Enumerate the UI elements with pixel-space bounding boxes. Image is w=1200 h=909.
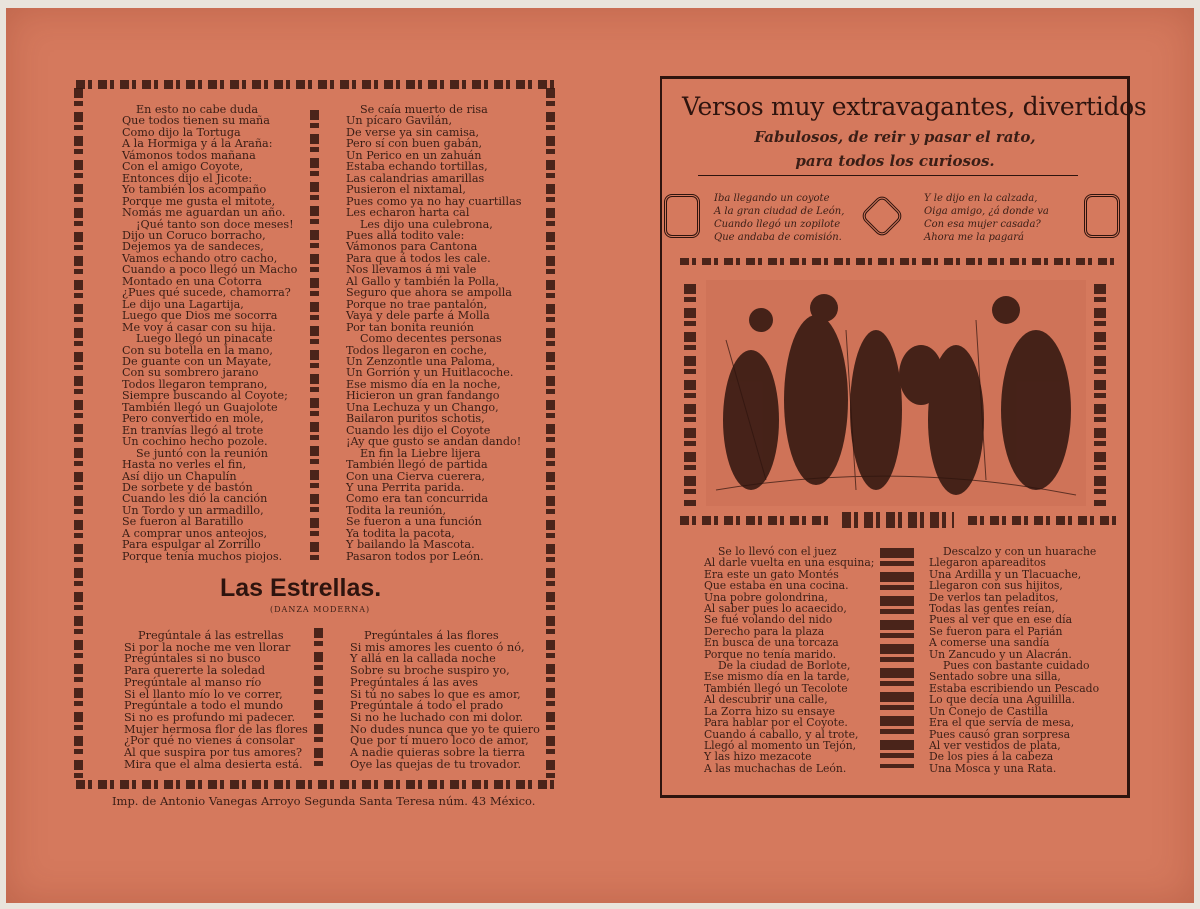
- verse-line: Ya todita la pacota,: [346, 526, 455, 540]
- verse-line: Ese mismo día en la tarde,: [704, 670, 850, 684]
- printer-imprint: Imp. de Antonio Vanegas Arroyo Segunda Santa Teresa núm. 43 México.: [112, 794, 536, 808]
- verse-line: Bailaron puritos schotis,: [346, 412, 485, 426]
- verse-line: Entonces dijo el Jicote:: [122, 171, 253, 185]
- ornamental-border-bottom: [76, 780, 560, 789]
- verse-line: Porque tenía muchos piojos.: [122, 549, 283, 563]
- verse-line: De verlos tan peladitos,: [929, 590, 1059, 604]
- verse-line: Al Gallo y también la Polla,: [346, 274, 500, 288]
- verse-line: De verse ya sin camisa,: [346, 125, 480, 139]
- stanza-first-line: Les dijo una culebrona,: [360, 217, 493, 231]
- verse-line: Un Conejo de Castilla: [929, 704, 1048, 718]
- ornament-knot-icon: [1084, 194, 1120, 238]
- verse-line: Que por tí muero loco de amor,: [350, 734, 529, 748]
- verse-line: Cuando á caballo, y al trote,: [704, 727, 859, 741]
- verse-line: Luego que Dios me socorra: [122, 309, 278, 323]
- verse-line: Un Zancudo y un Alacrán.: [929, 647, 1072, 661]
- verse-line: Como dijo la Tortuga: [122, 125, 241, 139]
- verse-line: Pero sí con buen gabán,: [346, 137, 483, 151]
- verse-line: De los pies á la cabeza: [929, 750, 1054, 764]
- ornament-pillar-left: [684, 284, 696, 506]
- intro-verse-left: [714, 192, 844, 244]
- song-title: Las Estrellas.: [220, 574, 382, 602]
- verse-line: ¡Ay que gusto se andan dando!: [346, 435, 522, 449]
- verse-line: Por tan bonita reunión: [346, 320, 474, 334]
- verse-line: Si mis amores les cuento ó nó,: [350, 640, 525, 654]
- verse-line: Llegaron apareaditos: [929, 556, 1046, 570]
- verse-line: También llegó de partida: [346, 458, 488, 472]
- ornament-band-lower-right: [968, 516, 1118, 525]
- verse-line: Siempre buscando al Coyote;: [122, 389, 288, 403]
- verse-line: Mira que el alma desierta está.: [124, 757, 303, 771]
- verse-line: Con esa mujer casada?: [924, 219, 1041, 230]
- stanza-first-line: Luego llegó un pinacate: [136, 332, 273, 346]
- verse-line: Al ver vestidos de plata,: [929, 738, 1061, 752]
- verse-line: Llegaron con sus hijitos,: [929, 579, 1063, 593]
- verse-line: Con el amigo Coyote,: [122, 160, 244, 174]
- verse-line: Montado en una Cotorra: [122, 274, 262, 288]
- song-subtitle: (DANZA MODERNA): [270, 605, 371, 614]
- verse-line: Si no he luchado con mi dolor.: [350, 710, 524, 724]
- verse-line: Pero convertido en mole,: [122, 412, 264, 426]
- right-verse-column-2: [929, 546, 1099, 774]
- ornamental-border-top: [76, 80, 556, 89]
- verse-line: Derecho para la plaza: [704, 624, 825, 638]
- verse-line: A la Hormiga y á la Araña:: [122, 137, 273, 151]
- verse-line: A las muchachas de León.: [704, 761, 847, 775]
- verse-line: Un cochino hecho pozole.: [122, 435, 268, 449]
- verse-line: Una Ardilla y un Tlacuache,: [929, 567, 1082, 581]
- stanza-first-line: ¡Qué tanto son doce meses!: [136, 217, 294, 231]
- stanza-first-line: Como decentes personas: [360, 332, 502, 346]
- stanza-first-line: De la ciudad de Borlote,: [718, 659, 851, 673]
- verse-line: Para quererte la soledad: [124, 664, 266, 678]
- verse-line: Era el que servía de mesa,: [929, 716, 1075, 730]
- ornament-knot-icon: [664, 194, 700, 238]
- verse-line: Me voy á casar con su hija.: [122, 320, 276, 334]
- verse-line: Llegó al momento un Tejón,: [704, 738, 857, 752]
- verse-line: Todita la reunión,: [346, 503, 447, 517]
- verse-line: ¿Por qué no vienes á consolar: [124, 734, 295, 748]
- verse-line: Una Lechuza y un Chango,: [346, 400, 499, 414]
- stanza-first-line: Se caía muerto de risa: [360, 103, 488, 116]
- verse-line: Dijo un Coruco borracho,: [122, 228, 266, 242]
- verse-line: Todos llegaron en coche,: [346, 343, 488, 357]
- ornament-band-lower-center: [842, 512, 954, 528]
- right-page-subtitle-2: para todos los curiosos.: [795, 152, 995, 170]
- verse-line: Una pobre golondrina,: [704, 590, 828, 604]
- verse-line: Hicieron un gran fandango: [346, 389, 500, 403]
- verse-line: Cuando les dijo el Coyote: [346, 423, 491, 437]
- verse-line: Le dijo una Lagartija,: [122, 297, 244, 311]
- intro-verse-right: [924, 192, 1049, 244]
- verse-line: En busca de una torcaza: [704, 636, 839, 650]
- ornament-column-divider: [880, 548, 914, 768]
- song-column-1: [124, 630, 308, 770]
- verse-line: Y le dijo en la calzada,: [924, 193, 1038, 204]
- verse-line: Pregúntales si no busco: [124, 652, 261, 666]
- verse-line: Pregúntales á las aves: [350, 675, 479, 689]
- verse-line: En tranvías llegó al trote: [122, 423, 264, 437]
- ornament-band-lower-left: [680, 516, 828, 525]
- verse-line: Estaba echando tortillas,: [346, 160, 488, 174]
- verse-line: A nadie quieras sobre la tierra: [350, 746, 526, 760]
- verse-column-1: [122, 104, 297, 562]
- stanza-first-line: Se lo llevó con el juez: [718, 545, 837, 558]
- verse-line: Cuando llegó un zopilote: [714, 219, 841, 230]
- verse-line: Se fueron a una función: [346, 515, 482, 529]
- verse-line: Un Tordo y un armadillo,: [122, 503, 264, 517]
- verse-line: Con su sombrero jarano: [122, 366, 259, 380]
- verse-line: Para hablar por el Coyote.: [704, 716, 848, 730]
- verse-line: Nomás me aguardan un año.: [122, 206, 286, 220]
- verse-line: También llegó un Tecolote: [704, 681, 848, 695]
- verse-line: Pusieron el nixtamal,: [346, 183, 466, 197]
- verse-line: Les echaron harta cal: [346, 206, 470, 220]
- stanza-first-line: Pregúntale á las estrellas: [138, 629, 284, 642]
- verse-line: Cuando a poco llegó un Macho: [122, 263, 298, 277]
- ornamental-divider-upper: [310, 110, 319, 565]
- verse-line: Oye las quejas de tu trovador.: [350, 757, 522, 771]
- ornament-pillar-right: [1094, 284, 1106, 506]
- verse-line: Como era tan concurrida: [346, 492, 489, 506]
- verse-column-2: [346, 104, 521, 562]
- verse-line: Y las hizo mezacote: [704, 750, 812, 764]
- verse-line: Un Perico en un zahuán: [346, 148, 482, 162]
- title-rule: [698, 175, 1078, 176]
- verse-line: Iba llegando un coyote: [714, 193, 830, 204]
- verse-line: A comprar unos anteojos,: [122, 526, 268, 540]
- verse-line: A la gran ciudad de León,: [714, 206, 845, 217]
- verse-line: La Zorra hizo su ensaye: [704, 704, 835, 718]
- verse-line: Oiga amigo, ¿á donde va: [924, 206, 1049, 217]
- verse-line: Pues causó gran sorpresa: [929, 727, 1071, 741]
- verse-line: Ahora me la pagará: [924, 232, 1024, 243]
- right-page-subtitle-1: Fabulosos, de reir y pasar el rato,: [754, 128, 1036, 146]
- verse-line: Dejemos ya de sandeces,: [122, 240, 264, 254]
- verse-line: De sorbete y de bastón: [122, 480, 253, 494]
- verse-line: Que todos tienen su maña: [122, 114, 270, 128]
- verse-line: Con una Cierva cuerera,: [346, 469, 485, 483]
- verse-line: Si por la noche me ven llorar: [124, 640, 291, 654]
- verse-line: Cuando les dió la canción: [122, 492, 268, 506]
- verse-line: Se fueron para el Parián: [929, 624, 1063, 638]
- stanza-first-line: En esto no cabe duda: [136, 103, 259, 116]
- verse-line: Todos llegaron temprano,: [122, 377, 268, 391]
- verse-line: Las calandrias amarillas: [346, 171, 485, 185]
- verse-line: Ese mismo día en la noche,: [346, 377, 501, 391]
- verse-line: Con su botella en la mano,: [122, 343, 273, 357]
- ornamental-border-right: [546, 88, 555, 778]
- ornamental-divider-lower: [314, 628, 323, 768]
- verse-line: Pasaron todos por León.: [346, 549, 484, 563]
- verse-line: Y una Perrita parida.: [346, 480, 465, 494]
- verse-line: Porque no tenía marido.: [704, 647, 837, 661]
- verse-line: Era este un gato Montés: [704, 567, 839, 581]
- verse-line: Todas las gentes reían,: [929, 602, 1055, 616]
- verse-line: Pregúntale al manso río: [124, 675, 262, 689]
- verse-line: Al que suspira por tus amores?: [124, 746, 303, 760]
- stanza-first-line: En fin la Liebre lijera: [360, 446, 481, 460]
- verse-line: Se fueron al Baratillo: [122, 515, 244, 529]
- verse-line: Al darle vuelta en una esquina;: [704, 556, 875, 570]
- verse-line: Que estaba en una cocina.: [704, 579, 849, 593]
- right-page-title: Versos muy extravagantes, divertidos: [682, 92, 1147, 121]
- verse-line: Un Gorrión y un Huitlacoche.: [346, 366, 514, 380]
- verse-line: Vámonos para Cantona: [346, 240, 478, 254]
- verse-line: Seguro que ahora se ampolla: [346, 286, 512, 300]
- verse-line: De guante con un Mayate,: [122, 354, 272, 368]
- verse-line: Una Mosca y una Rata.: [929, 761, 1057, 775]
- verse-line: Pregúntale a todo el mundo: [124, 699, 284, 713]
- stanza-first-line: Descalzo y con un huarache: [943, 545, 1097, 558]
- stanza-first-line: Pues con bastante cuidado: [943, 659, 1090, 673]
- verse-line: Un Zenzontle una Paloma,: [346, 354, 496, 368]
- verse-line: Un pícaro Gavilán,: [346, 114, 453, 128]
- verse-line: Al descubrir una calle,: [704, 693, 828, 707]
- engraving-animal-dance-illustration: [706, 280, 1086, 506]
- verse-line: Si no es profundo mi padecer.: [124, 710, 296, 724]
- verse-line: Vaya y dele parte á Molla: [346, 309, 490, 323]
- verse-line: Si el llanto mío lo ve correr,: [124, 687, 283, 701]
- verse-line: Vamos echando otro cacho,: [122, 251, 278, 265]
- verse-line: Y allá en la callada noche: [350, 652, 496, 666]
- song-column-2: [350, 630, 540, 770]
- verse-line: Así dijo un Chapulín: [122, 469, 237, 483]
- verse-line: Nos llevamos á mi vale: [346, 263, 477, 277]
- verse-line: Pregúntale á todo el prado: [350, 699, 504, 713]
- verse-line: Se fué volando del nido: [704, 613, 833, 627]
- verse-line: No dudes nunca que yo te quiero: [350, 722, 540, 736]
- verse-line: También llegó un Guajolote: [122, 400, 278, 414]
- verse-line: ¿Pues qué sucede, chamorra?: [122, 286, 291, 300]
- verse-line: Mujer hermosa flor de las flores: [124, 722, 308, 736]
- verse-line: Y bailando la Mascota.: [346, 538, 475, 552]
- right-verse-column-1: [704, 546, 874, 774]
- verse-line: Porque no trae pantalón,: [346, 297, 488, 311]
- verse-line: A comerse una sandía: [929, 636, 1050, 650]
- verse-line: Yo también los acompaño: [122, 183, 267, 197]
- verse-line: Vámonos todos mañana: [122, 148, 256, 162]
- verse-line: Al saber pues lo acaecido,: [704, 602, 847, 616]
- verse-line: Hasta no verles el fin,: [122, 458, 247, 472]
- verse-line: Pues allá todito vale:: [346, 228, 465, 242]
- verse-line: Lo que decía una Aguililla.: [929, 693, 1076, 707]
- verse-line: Para que á todos les cale.: [346, 251, 491, 265]
- ornament-band-upper: [680, 258, 1116, 265]
- ornamental-border-left: [74, 88, 83, 778]
- verse-line: Sobre su broche suspiro yo,: [350, 664, 510, 678]
- verse-line: Estaba escribiendo un Pescado: [929, 681, 1100, 695]
- verse-line: Que andaba de comisión.: [714, 232, 842, 243]
- stanza-first-line: Se juntó con la reunión: [136, 446, 268, 460]
- verse-line: Para espulgar al Zorrillo: [122, 538, 261, 552]
- verse-line: Si tú no sabes lo que es amor,: [350, 687, 521, 701]
- verse-line: Pues como ya no hay cuartillas: [346, 194, 522, 208]
- verse-line: Porque me gusta el mitote,: [122, 194, 276, 208]
- verse-line: Pues al ver que en ese día: [929, 613, 1073, 627]
- stanza-first-line: Pregúntales á las flores: [364, 629, 499, 642]
- verse-line: Sentado sobre una silla,: [929, 670, 1061, 684]
